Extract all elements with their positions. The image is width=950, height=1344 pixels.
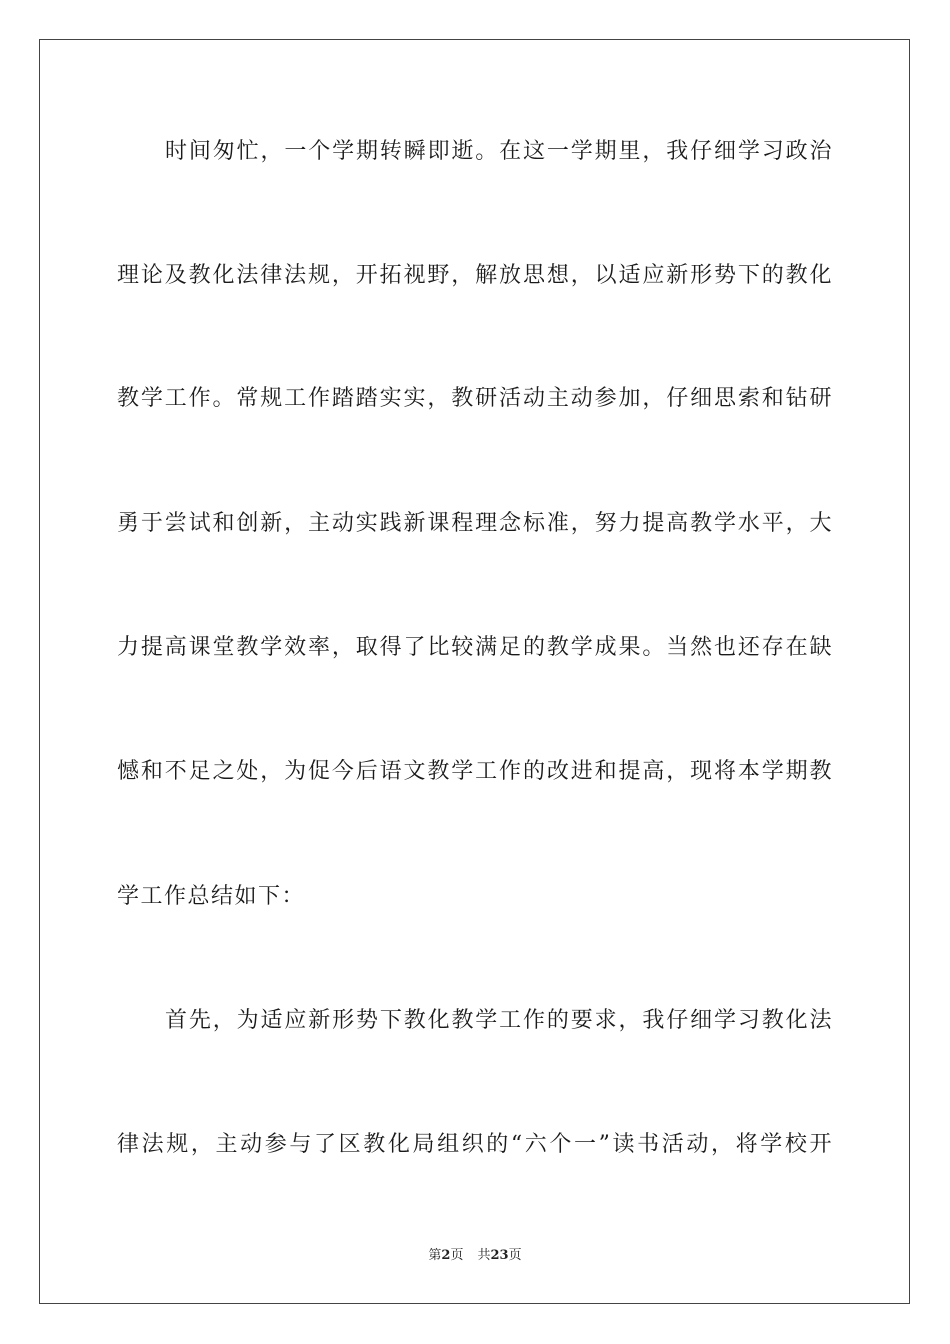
total-pages: 23 [490,1248,509,1263]
page-prefix: 第 [428,1248,442,1263]
paragraph-1-line-1: 时间匆忙，一个学期转瞬即逝。在这一学期里，我仔细学习政治 [165,139,833,164]
paragraph-1-line-4: 勇于尝试和创新，主动实践新课程理念标准，努力提高教学水平，大 [117,511,833,536]
page-suffix: 页 [450,1248,464,1263]
total-suffix: 页 [508,1248,522,1263]
paragraph-1-line-6: 憾和不足之处，为促今后语文教学工作的改进和提高，现将本学期教 [117,759,833,784]
paragraph-1-line-3: 教学工作。常规工作踏踏实实，教研活动主动参加，仔细思索和钻研 [117,386,833,411]
paragraph-2-line-2: 律法规，主动参与了区教化局组织的“六个一”读书活动，将学校开 [117,1132,833,1157]
paragraph-2-line-1: 首先，为适应新形势下教化教学工作的要求，我仔细学习教化法 [165,1008,833,1033]
page-footer [0,1247,950,1265]
page-border [39,39,910,1304]
paragraph-1-line-5: 力提高课堂教学效率，取得了比较满足的教学成果。当然也还存在缺 [117,635,833,660]
paragraph-1-line-2: 理论及教化法律法规，开拓视野，解放思想，以适应新形势下的教化 [117,263,833,288]
total-prefix: 共 [477,1248,491,1263]
page-number: 2 [441,1248,451,1263]
paragraph-1-line-7: 学工作总结如下： [117,884,306,909]
